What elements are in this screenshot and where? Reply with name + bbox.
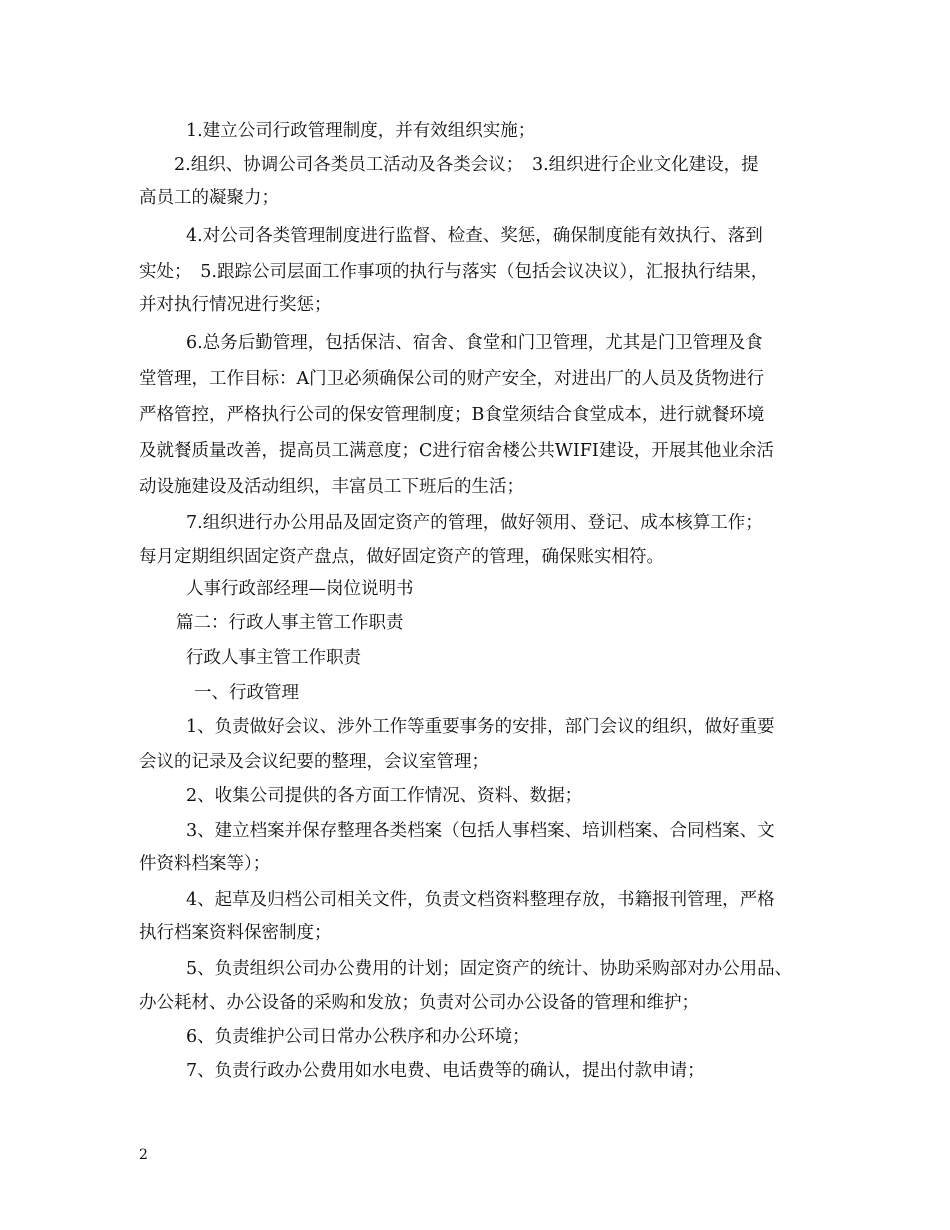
text-line: 堂管理，工作目标：A门卫必须确保公司的财产安全，对进出厂的人员及货物进行 <box>139 369 765 389</box>
text-line: 执行档案资料保密制度； <box>139 923 332 943</box>
text-line: 并对执行情况进行奖惩； <box>139 295 332 315</box>
text-line: 办公耗材、办公设备的采购和发放；负责对公司办公设备的管理和维护； <box>139 993 699 1013</box>
text-line: 2、收集公司提供的各方面工作情况、资料、数据； <box>186 786 583 806</box>
text-line: 件资料档案等）； <box>139 854 271 874</box>
section-heading: 篇二：行政人事主管工作职责 <box>176 613 404 633</box>
document-title: 人事行政部经理—岗位说明书 <box>186 579 414 599</box>
text-line: 7、负责行政办公费用如水电费、电话费等的确认，提出付款申请； <box>186 1061 705 1081</box>
text-line: 1、负责做好会议、涉外工作等重要事务的安排，部门会议的组织，做好重要 <box>186 717 775 737</box>
text-line: 7.组织进行办公用品及固定资产的管理，做好领用、登记、成本核算工作； <box>186 513 763 533</box>
section-heading: 行政人事主管工作职责 <box>186 648 361 668</box>
text-line: 实处； 5.跟踪公司层面工作事项的执行与落实（包括会议决议），汇报执行结果， <box>139 262 769 282</box>
text-line: 4.对公司各类管理制度进行监督、检查、奖惩，确保制度能有效执行、落到 <box>186 226 763 246</box>
text-line: 4、起草及归档公司相关文件，负责文档资料整理存放，书籍报刊管理，严格 <box>186 890 775 910</box>
text-line: 6、负责维护公司日常办公秩序和办公环境； <box>186 1027 530 1047</box>
text-line: 高员工的凝聚力； <box>139 188 279 208</box>
text-line: 及就餐质量改善，提高员工满意度；C进行宿舍楼公共WIFI建设，开展其他业余活 <box>139 441 774 461</box>
text-line: 会议的记录及会议纪要的整理，会议室管理； <box>139 752 489 772</box>
text-line: 1.建立公司行政管理制度，并有效组织实施； <box>186 121 536 141</box>
text-line: 5、负责组织公司办公费用的计划；固定资产的统计、协助采购部对办公用品、 <box>186 959 793 979</box>
text-line: 2.组织、协调公司各类员工活动及各类会议； 3.组织进行企业文化建设，提 <box>174 155 759 175</box>
text-line: 每月定期组织固定资产盘点，做好固定资产的管理，确保账实相符。 <box>139 547 664 567</box>
text-line: 动设施建设及活动组织，丰富员工下班后的生活； <box>139 477 524 497</box>
text-line: 严格管控，严格执行公司的保安管理制度；B食堂须结合食堂成本，进行就餐环境 <box>139 405 765 425</box>
text-line: 3、建立档案并保存整理各类档案（包括人事档案、培训档案、合同档案、文 <box>186 821 775 841</box>
subsection-heading: 一、行政管理 <box>194 683 299 703</box>
text-line: 6.总务后勤管理，包括保洁、宿舍、食堂和门卫管理，尤其是门卫管理及食 <box>186 333 763 353</box>
page-number: 2 <box>139 1147 148 1163</box>
